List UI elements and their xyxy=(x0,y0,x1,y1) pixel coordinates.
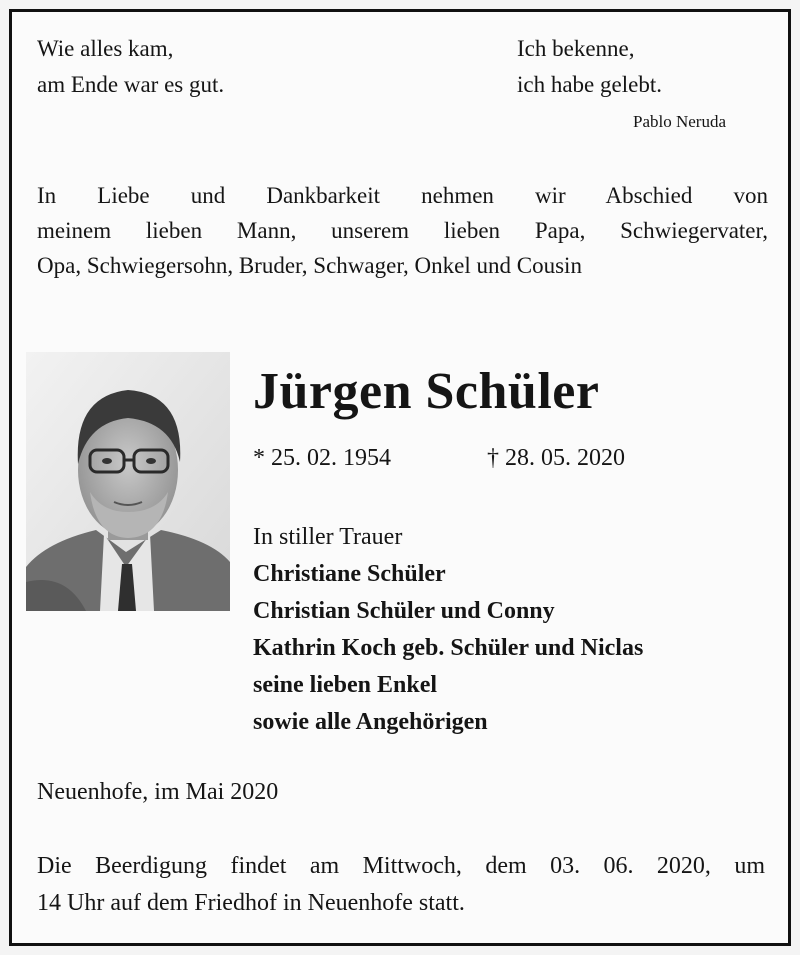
intro-line: meinem lieben Mann, unserem lieben Papa, Schwiegervater, xyxy=(37,218,768,243)
birth-date: * 25. 02. 1954 xyxy=(253,445,391,471)
mourner-name: seine lieben Enkel xyxy=(253,672,438,698)
intro-text xyxy=(37,178,768,283)
mourner-name: sowie alle Angehörigen xyxy=(253,709,488,735)
funeral-notice xyxy=(37,848,765,922)
funeral-line: Die Beerdigung findet am Mittwoch, dem 03. 06. 2020, um xyxy=(37,853,765,879)
death-date: † 28. 05. 2020 xyxy=(487,445,625,471)
poem-right-line: ich habe gelebt. xyxy=(517,72,662,97)
portrait-photo xyxy=(26,352,230,611)
poem-left-line: Wie alles kam, xyxy=(37,36,174,61)
mourner-name: Christiane Schüler xyxy=(253,561,446,587)
intro-line: Opa, Schwiegersohn, Bruder, Schwager, Onkel und Cousin xyxy=(37,253,582,278)
poem-right xyxy=(517,31,662,103)
deceased-name: Jürgen Schüler xyxy=(253,363,600,420)
poem-author: Pablo Neruda xyxy=(633,112,727,131)
place-date: Neuenhofe, im Mai 2020 xyxy=(37,779,279,805)
mourner-name: Christian Schüler und Conny xyxy=(253,598,555,624)
intro-line: In Liebe und Dankbarkeit nehmen wir Abschied von xyxy=(37,183,768,208)
mourners-block xyxy=(253,519,643,741)
poem-left-line: am Ende war es gut. xyxy=(37,72,225,97)
mourner-name: Kathrin Koch geb. Schüler und Niclas xyxy=(253,635,644,661)
poem-left xyxy=(37,31,224,103)
funeral-line: 14 Uhr auf dem Friedhof in Neuenhofe statt. xyxy=(37,890,465,916)
mourners-heading: In stiller Trauer xyxy=(253,524,403,550)
poem-right-line: Ich bekenne, xyxy=(517,36,635,61)
